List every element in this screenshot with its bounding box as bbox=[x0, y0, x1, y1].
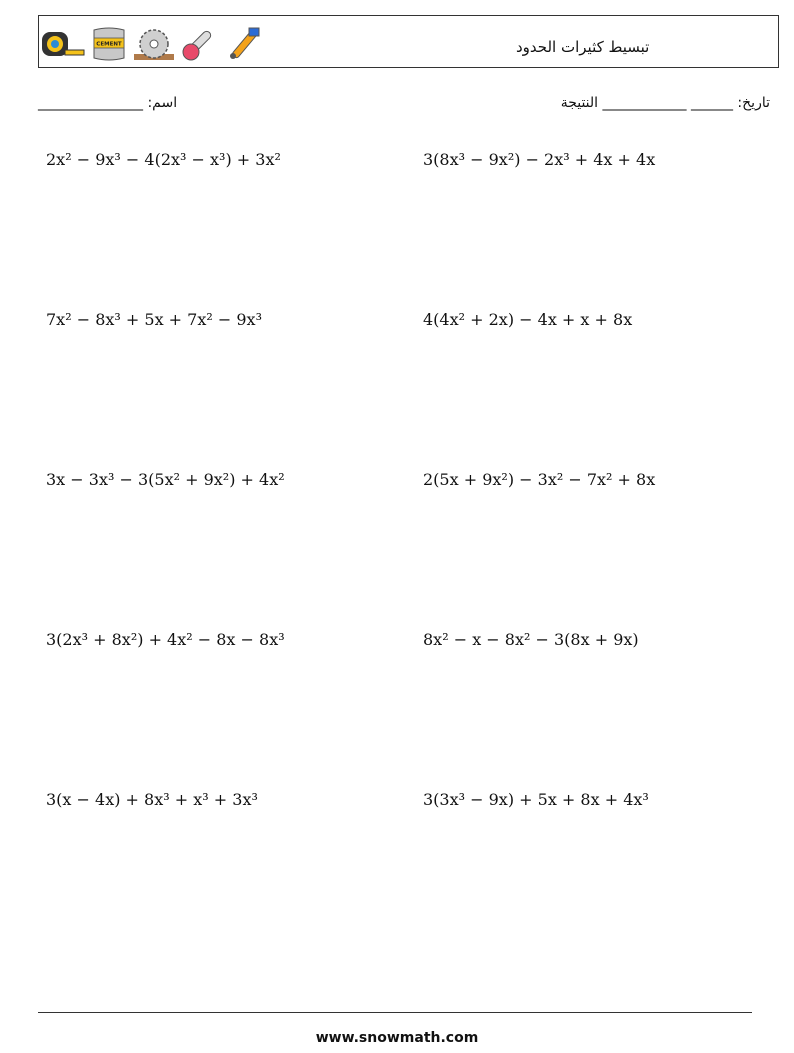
cement-bag-icon bbox=[91, 26, 127, 62]
problem-4: 4(4x² + 2x) − 4x + x + 8x bbox=[423, 310, 633, 329]
pipe-wrench-icon bbox=[225, 26, 263, 62]
problem-2: 3(8x³ − 9x²) − 2x³ + 4x + 4x bbox=[423, 150, 656, 169]
problem-7: 3(2x³ + 8x²) + 4x² − 8x − 8x³ bbox=[46, 630, 285, 649]
name-field bbox=[38, 95, 177, 111]
problem-3: 7x² − 8x³ + 5x + 7x² − 9x³ bbox=[46, 310, 262, 329]
problem-10: 3(3x³ − 9x) + 5x + 8x + 4x³ bbox=[423, 790, 649, 809]
problem-5: 3x − 3x³ − 3(5x² + 9x²) + 4x² bbox=[46, 470, 285, 489]
header-box bbox=[38, 15, 779, 68]
date-label: تاريخ: bbox=[737, 95, 770, 111]
footer-url[interactable]: www.snowmath.com bbox=[315, 1030, 479, 1046]
footer-divider bbox=[38, 1012, 752, 1013]
chainsaw-icon bbox=[181, 26, 219, 62]
name-blank[interactable]: _______________ bbox=[38, 95, 143, 111]
date-blank[interactable]: ______ bbox=[690, 95, 733, 111]
cement-label: CEMENT bbox=[96, 41, 122, 48]
tape-measure-icon bbox=[41, 29, 85, 59]
name-label: اسم: bbox=[147, 95, 178, 111]
score-blank[interactable]: ____________ bbox=[602, 95, 687, 111]
problem-6: 2(5x + 9x²) − 3x² − 7x² + 8x bbox=[423, 470, 656, 489]
date-score-field bbox=[561, 95, 770, 111]
saw-blade-icon bbox=[133, 26, 175, 62]
problem-8: 8x² − x − 8x² − 3(8x + 9x) bbox=[423, 630, 639, 649]
score-label: النتيجة bbox=[560, 95, 599, 111]
worksheet-title: تبسيط كثيرات الحدود bbox=[516, 38, 650, 56]
header-icons bbox=[41, 24, 263, 64]
problem-1: 2x² − 9x³ − 4(2x³ − x³) + 3x² bbox=[46, 150, 281, 169]
problem-9: 3(x − 4x) + 8x³ + x³ + 3x³ bbox=[46, 790, 258, 809]
